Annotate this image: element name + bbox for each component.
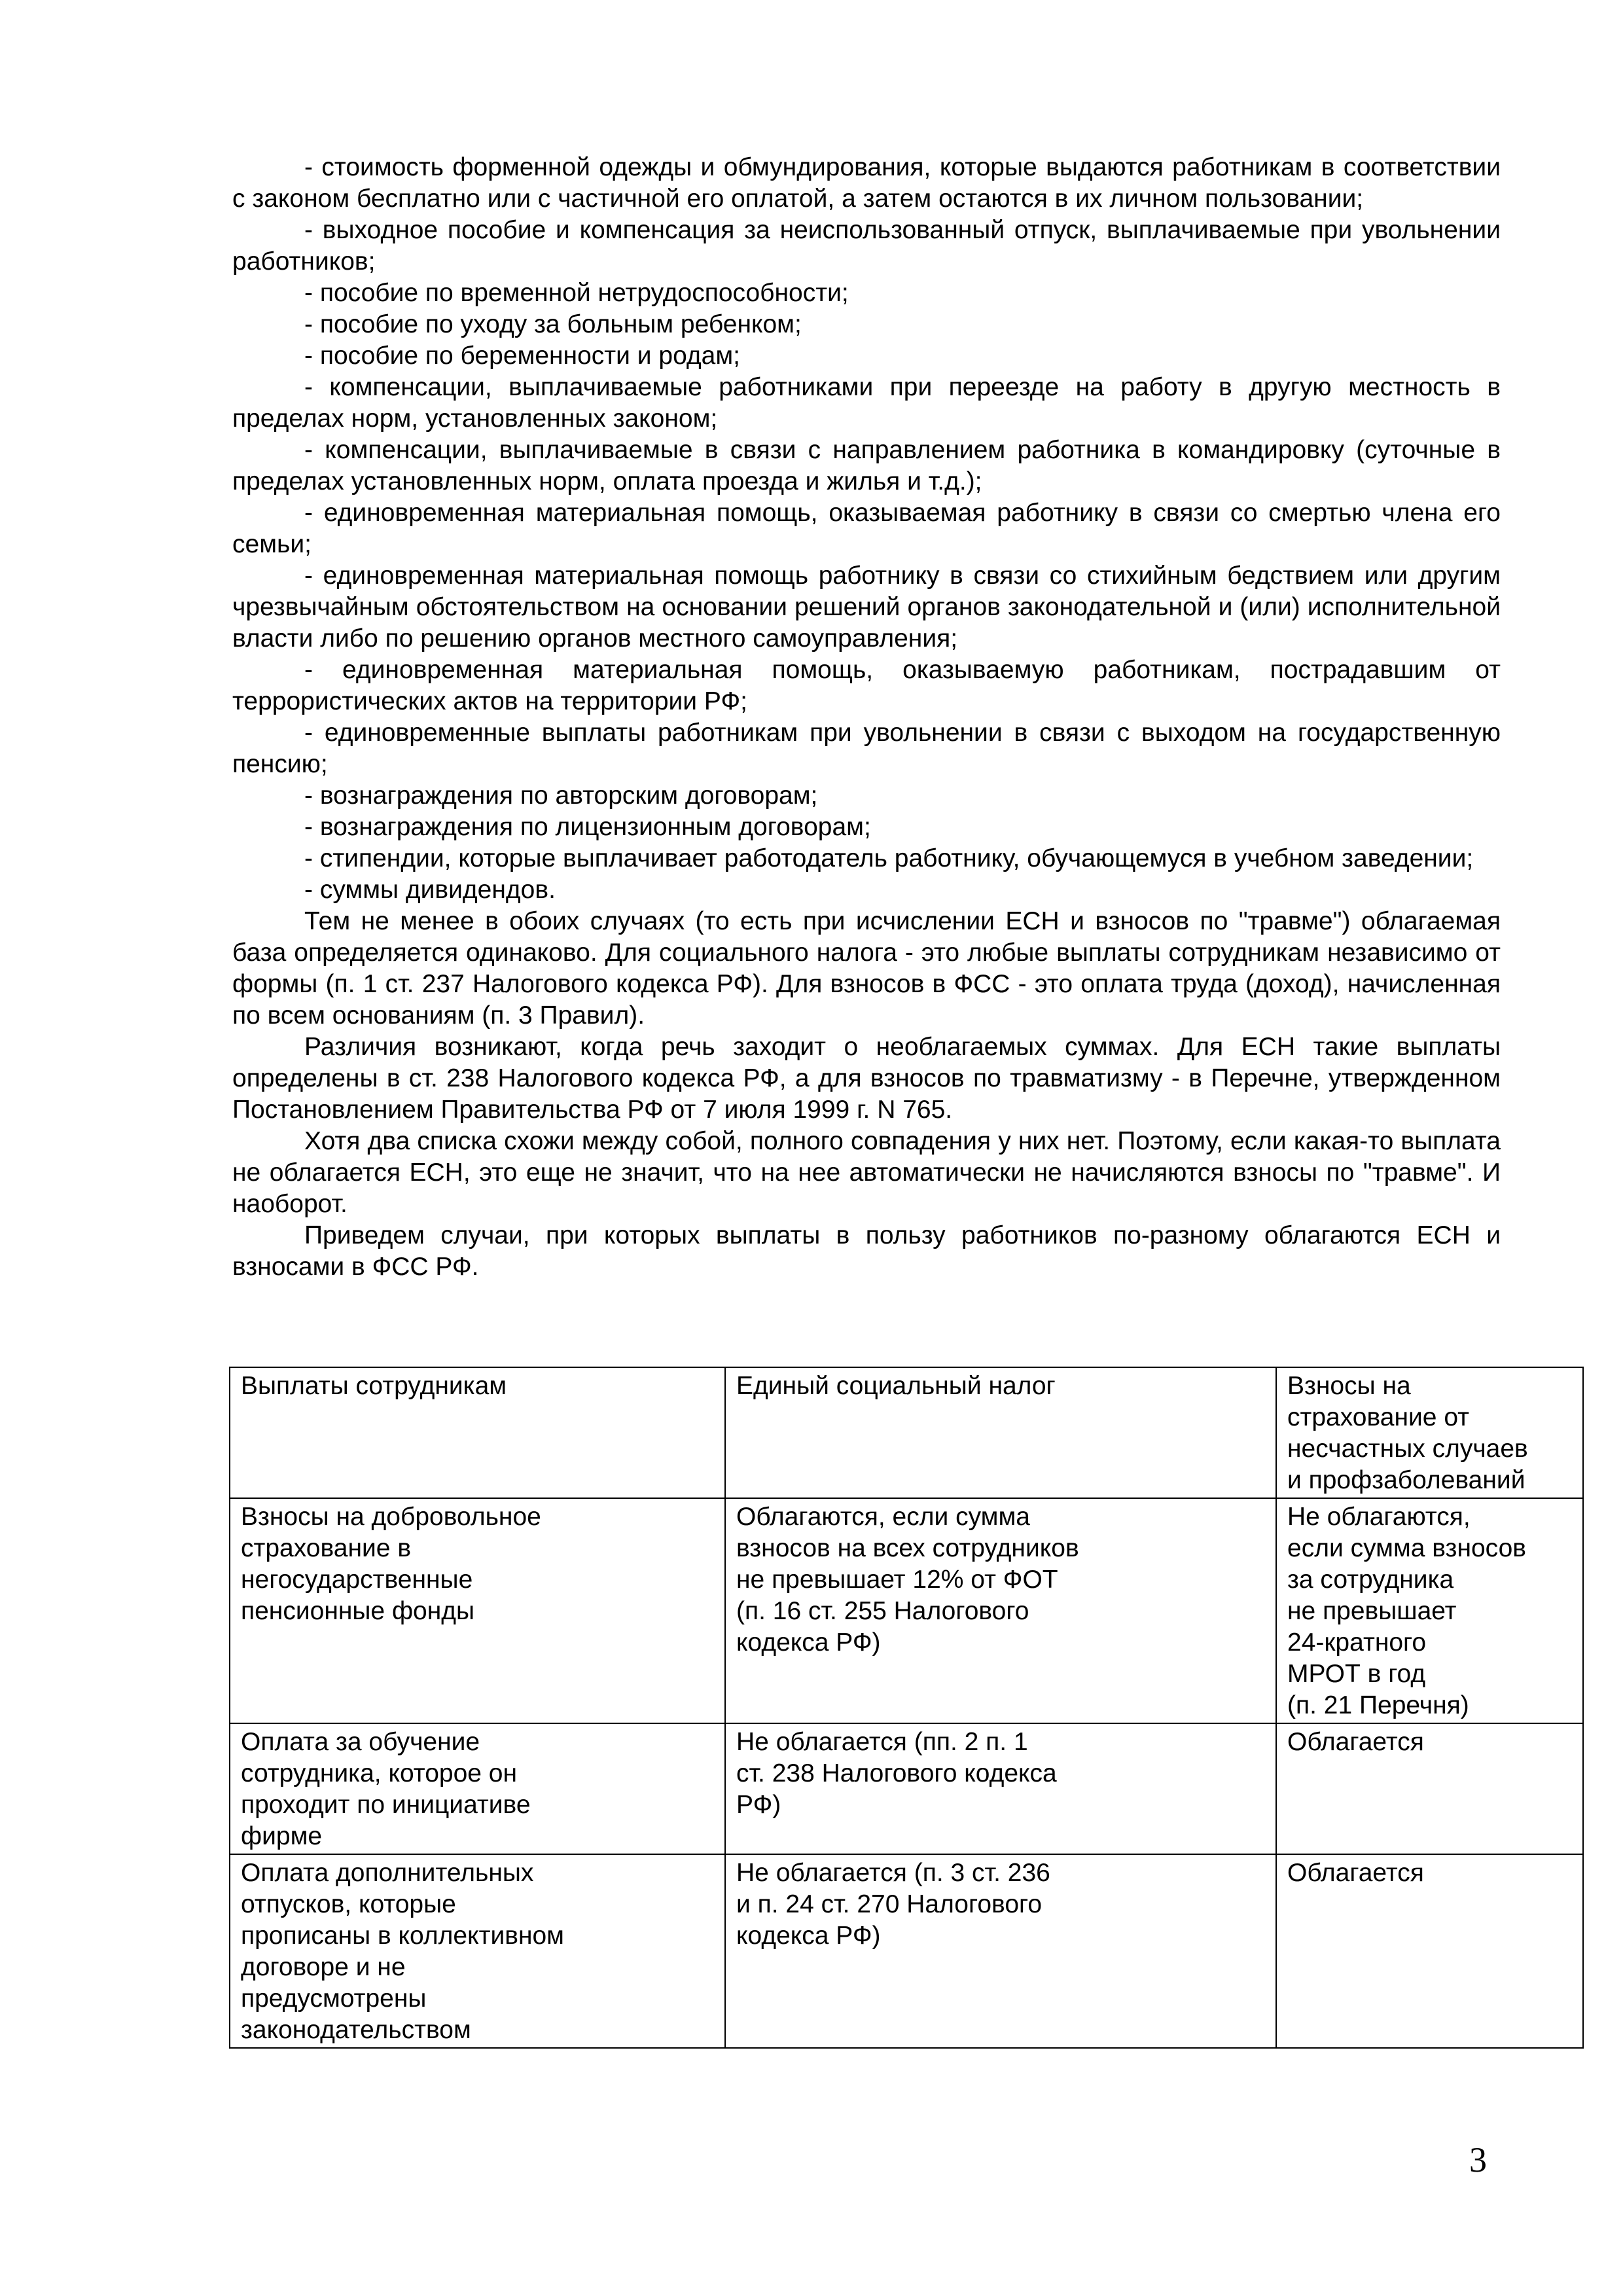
paragraph-uniform-clothing: - стоимость форменной одежды и обмундирования, которые выдаются работникам в соответствии с законом бесплатно или с частичной его оплатой, а затем остаются в их личном пользовании; <box>232 153 1501 213</box>
table-row <box>230 1498 1583 1723</box>
cell-line: Единый социальный налог <box>736 1372 1056 1400</box>
paragraph-sick-leave-benefit: - пособие по временной нетрудоспособности; <box>304 279 849 307</box>
table-cell <box>725 1498 1276 1723</box>
paragraph-table-intro: Приведем случаи, при которых выплаты в пользу работников по-разному облагаются ЕСН и взносами в ФСС РФ. <box>232 1221 1501 1281</box>
paragraph-scholarships: - стипендии, которые выплачивает работодатель работнику, обучающемуся в учебном заведении; <box>304 844 1474 872</box>
table-row <box>230 1723 1583 1854</box>
table-cell <box>725 1723 1276 1854</box>
paragraph-relocation-compensation: - компенсации, выплачиваемые работниками при переезде на работу в другую местность в пределах норм, установленных законом; <box>232 373 1501 433</box>
table-cell <box>230 1854 725 2048</box>
table-cell <box>1276 1723 1583 1854</box>
cell-line: Оплата дополнительных <box>241 1859 534 1887</box>
table-cell <box>1276 1498 1583 1723</box>
cell-line: РФ) <box>736 1791 781 1819</box>
table-row <box>230 1854 1583 2048</box>
cell-line: Не облагается (пп. 2 п. 1 <box>736 1728 1028 1756</box>
cell-line: 24-кратного <box>1287 1628 1427 1657</box>
cell-line: негосударственные <box>241 1566 473 1594</box>
paragraph-severance-pay: - выходное пособие и компенсация за неиспользованный отпуск, выплачиваемые при увольнении работников; <box>232 216 1501 276</box>
cell-line: Оплата за обучение <box>241 1728 480 1756</box>
paragraph-differences: Различия возникают, когда речь заходит о необлагаемых суммах. Для ЕСН такие выплаты определены в ст. 238 Налогового кодекса РФ, а для взносов по травматизму - в Перечне, утвержденном Постановлением Правительства РФ от 7 июля 1999 г. N 765. <box>232 1033 1501 1124</box>
cell-line: договоре и не <box>241 1953 406 1981</box>
table-header-cell <box>230 1367 725 1498</box>
document-body <box>232 152 1501 1283</box>
cell-line: страхование в <box>241 1534 412 1562</box>
cell-line: (п. 21 Перечня) <box>1287 1691 1469 1719</box>
cell-line: взносов на всех сотрудников <box>736 1534 1079 1562</box>
cell-line: фирме <box>241 1822 323 1850</box>
table-cell <box>230 1723 725 1854</box>
cell-line: страхование от <box>1287 1403 1470 1431</box>
cell-line: отпусков, которые <box>241 1890 456 1918</box>
paragraph-license-royalties: - вознаграждения по лицензионным договорам; <box>304 813 871 841</box>
paragraph-bereavement-aid: - единовременная материальная помощь, оказываемая работнику в связи со смертью члена его семьи; <box>232 499 1501 558</box>
table-cell <box>725 1854 1276 2048</box>
cell-line: Взносы на <box>1287 1372 1411 1400</box>
cell-line: не превышает <box>1287 1597 1457 1625</box>
cell-line: проходит по инициативе <box>241 1791 531 1819</box>
cell-line: и профзаболеваний <box>1287 1466 1525 1494</box>
cell-line: МРОТ в год <box>1287 1660 1426 1688</box>
cell-line: законодательством <box>241 2016 471 2044</box>
cell-line: не превышает 12% от ФОТ <box>736 1566 1058 1594</box>
cell-line: и п. 24 ст. 270 Налогового <box>736 1890 1043 1918</box>
comparison-table <box>229 1367 1584 2049</box>
cell-line: предусмотрены <box>241 1984 427 2013</box>
paragraph-terrorism-aid: - единовременная материальная помощь, оказываемую работникам, пострадавшим от террористических актов на территории РФ; <box>232 656 1501 715</box>
cell-line: сотрудника, которое он <box>241 1759 518 1787</box>
cell-line: кодекса РФ) <box>736 1922 881 1950</box>
paragraph-lists-comparison: Хотя два списка схожи между собой, полного совпадения у них нет. Поэтому, если какая-то выплата не облагается ЕСН, это еще не значит, что на нее автоматически не начисляются взносы по "травме". И наоборот. <box>232 1127 1501 1218</box>
paragraph-retirement-payments: - единовременные выплаты работникам при увольнении в связи с выходом на государственную пенсию; <box>232 719 1501 778</box>
cell-line: ст. 238 Налогового кодекса <box>736 1759 1057 1787</box>
paragraph-business-trip-compensation: - компенсации, выплачиваемые в связи с направлением работника в командировку (суточные в пределах установленных норм, оплата проезда и жилья и т.д.); <box>232 436 1501 495</box>
cell-line: Не облагаются, <box>1287 1503 1471 1531</box>
cell-line: за сотрудника <box>1287 1566 1454 1594</box>
cell-line: Облагается <box>1287 1859 1424 1887</box>
cell-line: (п. 16 ст. 255 Налогового <box>736 1597 1029 1625</box>
cell-line: прописаны в коллективном <box>241 1922 564 1950</box>
cell-line: кодекса РФ) <box>736 1628 881 1657</box>
cell-line: Выплаты сотрудникам <box>241 1372 507 1400</box>
paragraph-childcare-benefit: - пособие по уходу за больным ребенком; <box>304 310 802 338</box>
table-header-row <box>230 1367 1583 1498</box>
cell-line: если сумма взносов <box>1287 1534 1527 1562</box>
table-cell <box>1276 1854 1583 2048</box>
page-number: 3 <box>1469 2140 1487 2179</box>
cell-line: несчастных случаев <box>1287 1435 1528 1463</box>
cell-line: Облагаются, если сумма <box>736 1503 1030 1531</box>
table-cell <box>230 1498 725 1723</box>
paragraph-copyright-royalties: - вознаграждения по авторским договорам; <box>304 781 818 810</box>
paragraph-taxable-base: Тем не менее в обоих случаях (то есть при исчислении ЕСН и взносов по "травме") облагаемая база определяется одинаково. Для социального налога - это любые выплаты сотрудникам независимо от формы (п. 1 ст. 237 Налогового кодекса РФ). Для взносов в ФСС - это оплата труда (доход), начисленная по всем основаниям (п. 3 Правил). <box>232 907 1501 1030</box>
cell-line: Облагается <box>1287 1728 1424 1756</box>
table-header-cell <box>725 1367 1276 1498</box>
paragraph-maternity-benefit: - пособие по беременности и родам; <box>304 342 741 370</box>
cell-line: пенсионные фонды <box>241 1597 475 1625</box>
cell-line: Не облагается (п. 3 ст. 236 <box>736 1859 1050 1887</box>
paragraph-dividends: - суммы дивидендов. <box>304 876 556 904</box>
cell-line: Взносы на добровольное <box>241 1503 541 1531</box>
paragraph-disaster-aid: - единовременная материальная помощь работнику в связи со стихийным бедствием или другим чрезвычайным обстоятельством на основании решений органов законодательной и (или) исполнительной власти либо по решению органов местного самоуправления; <box>232 562 1501 653</box>
table-header-cell <box>1276 1367 1583 1498</box>
